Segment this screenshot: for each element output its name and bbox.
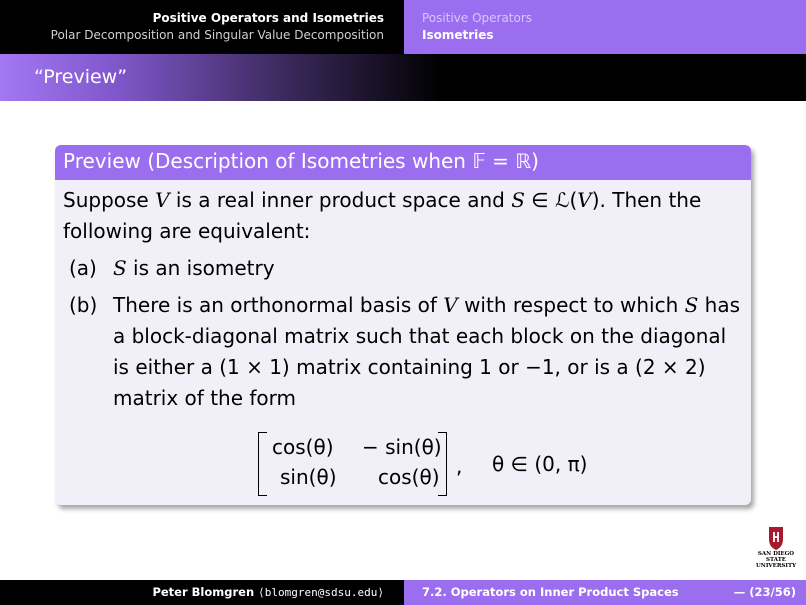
math-in: ∈ ℒ( — [524, 188, 578, 212]
sdsu-shield-icon — [750, 525, 802, 551]
intro-text: Suppose — [63, 188, 156, 212]
left-bracket — [258, 432, 267, 496]
math-s: S — [113, 256, 127, 280]
item-label: (a) — [69, 256, 97, 280]
nav-section-panel — [0, 0, 404, 54]
math-s: S — [511, 188, 525, 212]
matrix-comma: , — [456, 454, 463, 478]
item-text: with respect to which — [457, 293, 685, 317]
block-title: Preview (Description of Isometries when 𝔽 = ℝ) — [63, 149, 539, 173]
math-v: V — [443, 293, 458, 317]
footer-author — [152, 585, 384, 599]
math-v: V — [577, 188, 592, 212]
block-body — [63, 185, 743, 414]
intro-paragraph — [63, 185, 743, 247]
intro-text: is a real inner product space and — [169, 188, 512, 212]
matrix-cell: − sin(θ) — [362, 435, 442, 459]
nav-subsection-other[interactable]: Positive Operators — [422, 11, 533, 25]
footer-section: 7.2. Operators on Inner Product Spaces — [422, 585, 679, 599]
nav-section-current[interactable]: Positive Operators and Isometries — [152, 11, 384, 25]
item-text: has a block-diagonal matrix such that each block on the diagonal is either a (1 × 1) matrix containing 1 or −1, or is a (2 × 2) matrix of the form — [113, 293, 741, 410]
frame-title: “Preview” — [34, 66, 128, 88]
item-text: is an isometry — [126, 256, 275, 280]
author-name: Peter Blomgren — [152, 585, 255, 599]
math-v: V — [155, 188, 170, 212]
nav-subsection-panel — [404, 0, 806, 54]
nav-section-other[interactable]: Polar Decomposition and Singular Value Decomposition — [50, 28, 384, 42]
footer-bar — [0, 580, 806, 605]
list-item-b — [63, 290, 743, 414]
logo-wordmark — [750, 551, 802, 569]
nav-subsection-current[interactable]: Isometries — [422, 28, 494, 42]
logo-line: SAN DIEGO STATE — [757, 551, 795, 563]
footer-author-panel — [0, 580, 404, 605]
intro-text: ). Then the following are equivalent: — [63, 188, 702, 243]
frame-title-bar — [0, 54, 806, 101]
block-header — [55, 145, 751, 180]
matrix-cell: cos(θ) — [272, 435, 334, 459]
matrix-cell: cos(θ) — [378, 465, 440, 489]
matrix-cell: sin(θ) — [280, 465, 337, 489]
header-navigation — [0, 0, 806, 54]
footer-section-panel — [404, 580, 806, 605]
math-s: S — [684, 293, 699, 317]
item-text: There is an orthonormal basis of — [113, 293, 444, 317]
theta-condition: θ ∈ (0, π) — [492, 452, 588, 476]
logo-line: UNIVERSITY — [756, 563, 796, 569]
university-logo — [750, 525, 802, 569]
list-item-a — [63, 253, 743, 284]
item-label: (b) — [69, 293, 98, 317]
page-number: — (23/56) — [733, 585, 796, 599]
author-email: ⟨blomgren@sdsu.edu⟩ — [258, 586, 384, 599]
right-bracket — [438, 432, 447, 496]
